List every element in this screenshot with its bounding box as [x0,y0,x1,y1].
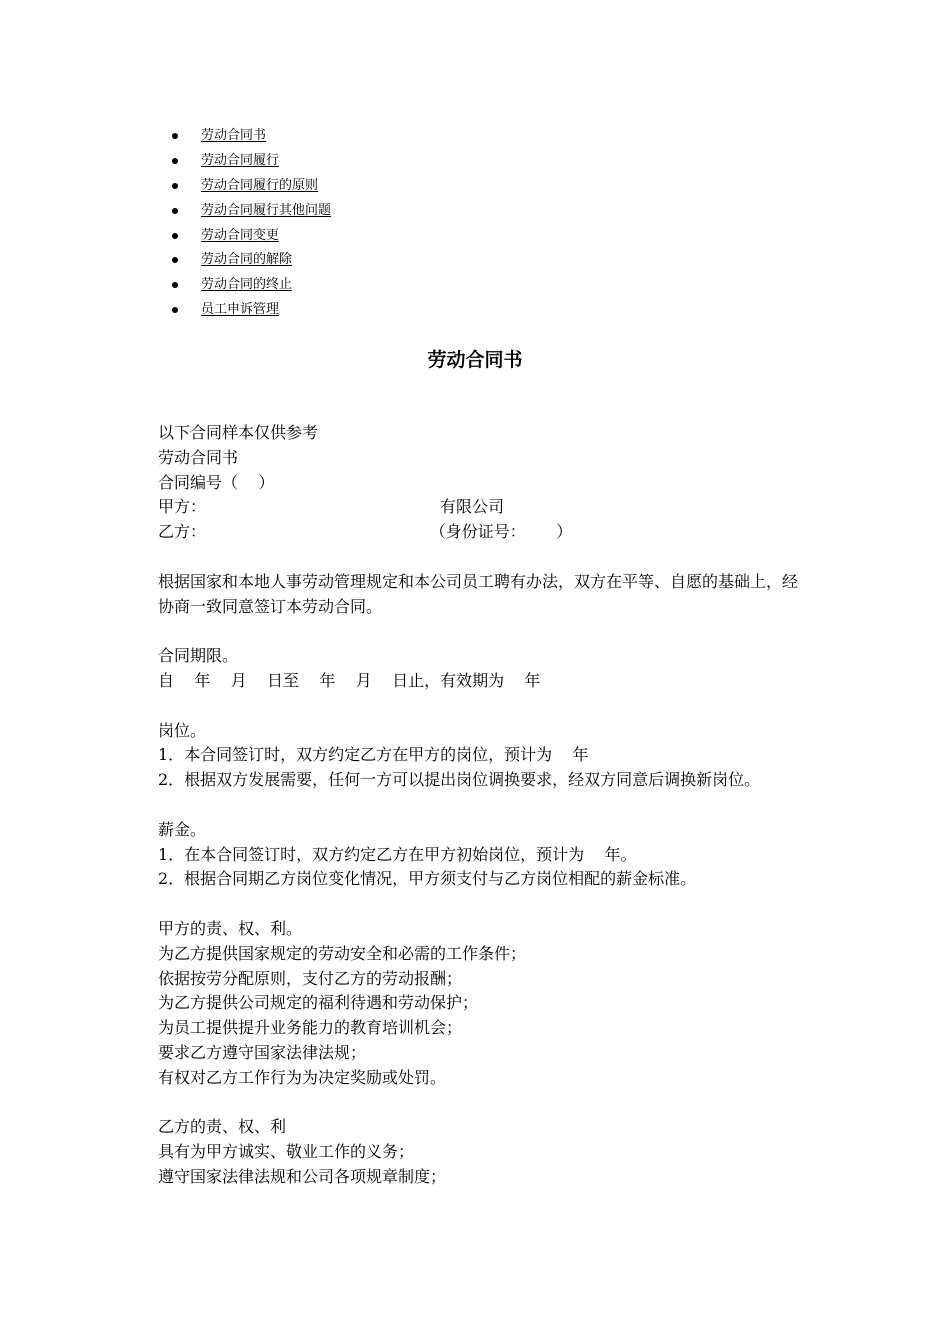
spacer [158,619,798,644]
party-a-item: 为员工提供提升业务能力的教育培训机会； [158,1018,463,1038]
document-title: 劳动合同书 [427,349,523,371]
toc-link-contract[interactable]: 劳动合同书 [201,128,267,143]
term-line: 自 年 月 日至 年 月 日止，有效期为 年 [158,670,541,690]
party-a-item: 要求乙方遵守国家法律法规； [158,1042,367,1062]
party-a-line: 甲方： 有限公司 [158,497,504,517]
party-a-item: 为乙方提供国家规定的劳动安全和必需的工作条件； [158,943,527,963]
table-of-contents [168,124,331,323]
toc-link-other-issues[interactable]: 劳动合同履行其他问题 [201,202,332,218]
party-b-item: 遵守国家法律法规和公司各项规章制度； [158,1166,447,1186]
bullet-icon [172,158,178,164]
party-a-heading: 甲方的责、权、利。 [158,918,303,938]
bullet-icon [172,183,178,189]
toc-item [168,149,331,174]
bullet-icon [172,233,178,239]
party-b-heading: 乙方的责、权、利 [158,1117,287,1137]
term-heading: 合同期限。 [158,646,239,666]
toc-item [168,298,331,323]
contract-number: 合同编号（ ） [158,472,275,492]
toc-item [168,124,331,149]
bullet-icon [172,307,178,313]
toc-item [168,224,331,249]
party-a-item: 为乙方提供公司规定的福利待遇和劳动保护； [158,993,479,1013]
spacer [158,892,798,917]
spacer [158,694,798,719]
toc-item [168,273,331,298]
party-b-line: 乙方： （身份证号： ） [158,522,573,542]
spacer [158,793,798,818]
salary-item-1: 1．在本合同签订时，双方约定乙方在甲方初始岗位，预计为 年。 [158,844,637,864]
bullet-icon [172,133,178,139]
reference-note: 以下合同样本仅供参考 [158,423,319,442]
document-body [158,421,798,1190]
toc-item [168,174,331,199]
toc-item [168,199,331,224]
party-a-item: 有权对乙方工作行为为决定奖励或处罚。 [158,1067,447,1087]
toc-link-dissolution[interactable]: 劳动合同的解除 [201,252,293,268]
party-b-item: 具有为甲方诚实、敬业工作的义务； [158,1142,415,1162]
contract-name: 劳动合同书 [158,447,239,467]
bullet-icon [172,208,178,214]
intro-paragraph: 根据国家和本地人事劳动管理规定和本公司员工聘有办法，双方在平等、自愿的基础上，经协商一致同意签订本劳动合同。 [158,571,799,616]
party-a-item: 依据按劳分配原则，支付乙方的劳动报酬； [158,968,463,988]
salary-heading: 薪金。 [158,819,207,839]
salary-item-2: 2．根据合同期乙方岗位变化情况，甲方须支付与乙方岗位相配的薪金标准。 [158,869,697,889]
toc-link-change[interactable]: 劳动合同变更 [201,227,280,243]
spacer [158,545,798,570]
toc-link-complaints[interactable]: 员工申诉管理 [201,302,280,318]
position-item-2: 2．根据双方发展需要，任何一方可以提出岗位调换要求，经双方同意后调换新岗位。 [158,770,761,790]
spacer [158,1091,798,1116]
bullet-icon [172,282,178,288]
toc-link-performance[interactable]: 劳动合同履行 [201,152,280,168]
position-heading: 岗位。 [158,720,207,740]
position-item-1: 1．本合同签订时，双方约定乙方在甲方的岗位，预计为 年 [158,745,589,765]
bullet-icon [172,257,178,263]
toc-item [168,248,331,273]
toc-link-termination[interactable]: 劳动合同的终止 [201,277,293,293]
toc-link-principles[interactable]: 劳动合同履行的原则 [201,177,319,193]
